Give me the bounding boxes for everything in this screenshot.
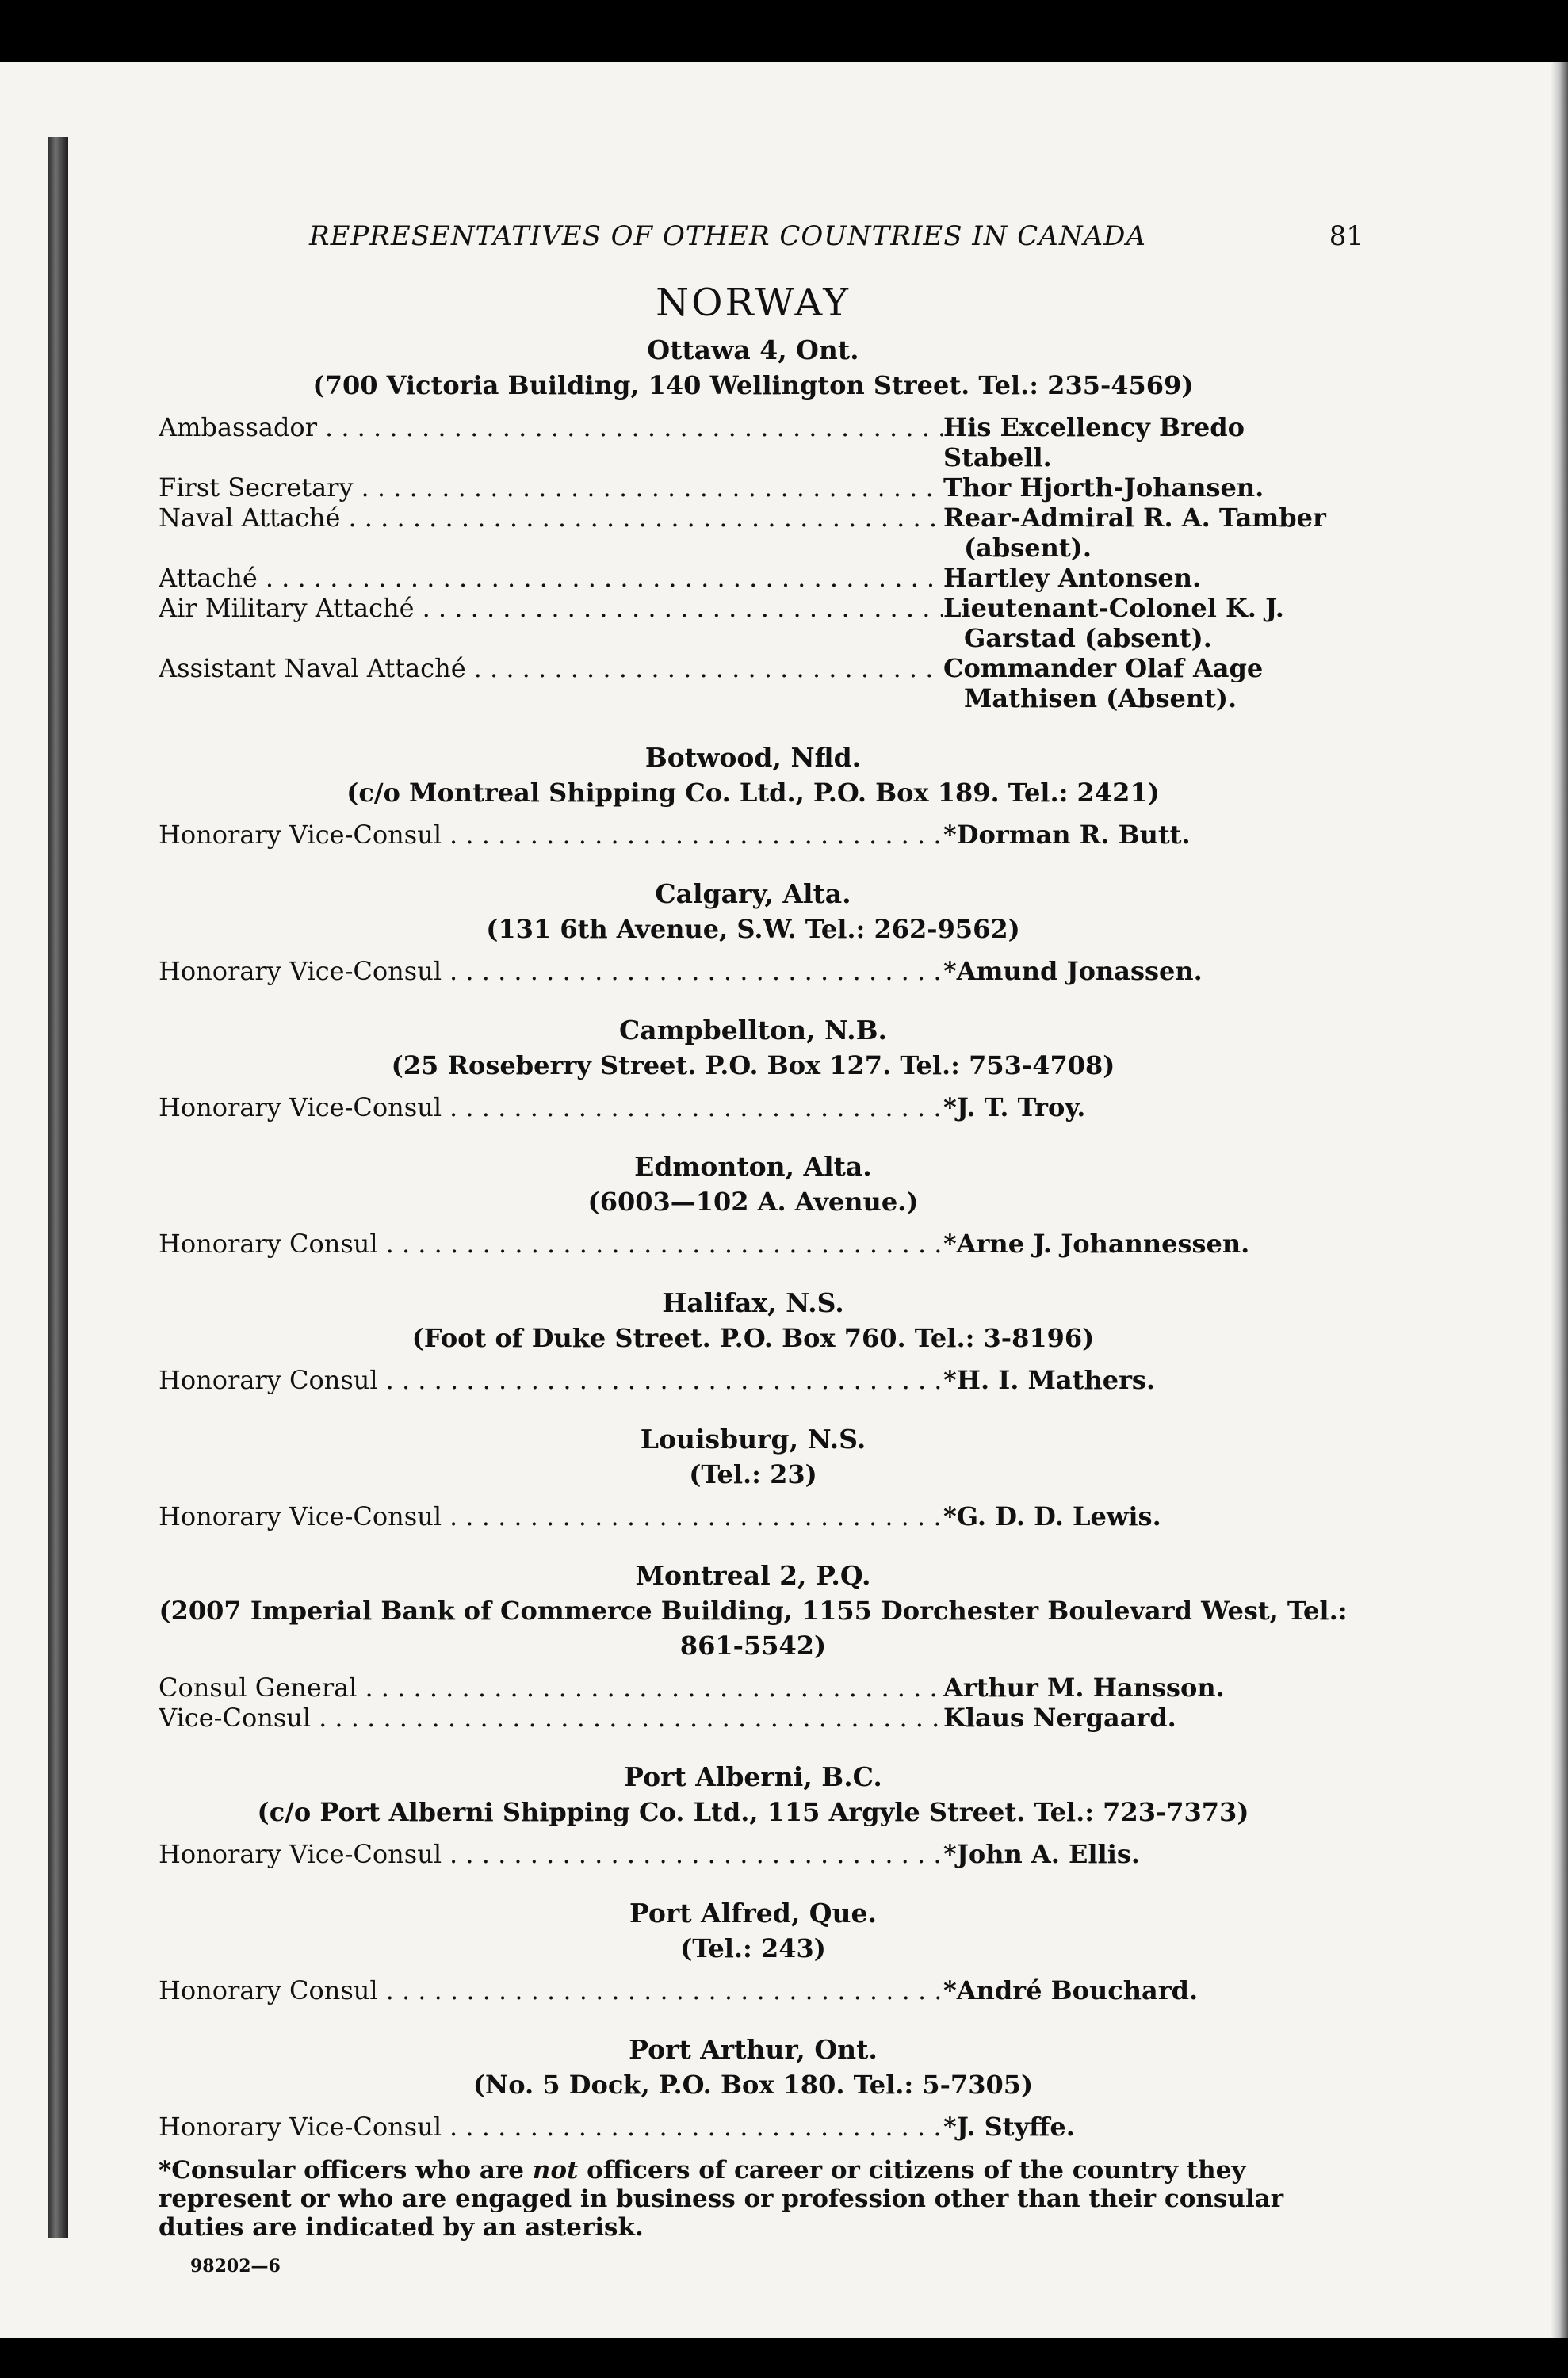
entry-name [943, 1229, 1348, 1259]
entry-title-label: Honorary Vice-Consul [159, 1501, 449, 1531]
entry-title-label: Assistant Naval Attaché [159, 653, 474, 683]
entry-row [159, 956, 1348, 986]
entry-title [159, 1673, 943, 1703]
entry-title-label: Honorary Vice-Consul [159, 1839, 449, 1869]
city-heading: Campbellton, N.B. [619, 1015, 887, 1046]
entry-row [159, 1501, 1348, 1531]
city-heading: Edmonton, Alta. [634, 1151, 872, 1182]
entry-row [159, 2112, 1348, 2142]
city-heading: Ottawa 4, Ont. [647, 335, 859, 365]
entry-name [943, 472, 1348, 503]
entry-title-label: Consul General [159, 1673, 365, 1703]
entry-name [943, 820, 1348, 850]
entry-name-continuation: Mathisen (Absent). [964, 683, 1237, 713]
entry-title-label: Honorary Vice-Consul [159, 820, 449, 850]
entry-row [159, 1703, 1348, 1733]
entry-title [159, 1839, 943, 1869]
entry-title-label: Naval Attaché [159, 503, 348, 533]
entry-name-line: *John A. Ellis. [943, 1839, 1141, 1869]
entry-name-line: Lieutenant-Colonel K. J. [943, 593, 1284, 623]
entry-name [943, 1673, 1348, 1703]
entry-title-label: Honorary Consul [159, 1975, 386, 2005]
city-heading: Port Alberni, B.C. [624, 1761, 882, 1792]
entry-name-line: *Arne J. Johannessen. [943, 1229, 1250, 1259]
footnote-text-end: officers of career or citizens of the country they represent or who are engaged in business or profession other than their consular duties are indicated by an asterisk. [159, 2156, 1284, 2242]
entry-row [159, 503, 1348, 563]
entry-name [943, 412, 1348, 472]
entry-name-line: *J. Styffe. [943, 2112, 1075, 2142]
city-address: (Tel.: 243) [680, 1933, 826, 1963]
entry-title-label: Honorary Vice-Consul [159, 2112, 449, 2142]
entry-name-continuation: (absent). [964, 533, 1092, 563]
entry-title [159, 956, 943, 986]
entry-name [943, 1092, 1348, 1122]
entry-title [159, 412, 943, 442]
footnote-text-start: *Consular officers who are [159, 2156, 533, 2185]
entry-name-line: Arthur M. Hansson. [943, 1673, 1225, 1703]
entry-title-label: Vice-Consul [159, 1703, 319, 1733]
city-heading: Port Arthur, Ont. [629, 2034, 878, 2065]
entry-row [159, 1365, 1348, 1395]
binding-edge [48, 137, 68, 2238]
document-page [0, 62, 1568, 2338]
city-heading: Halifax, N.S. [662, 1287, 844, 1318]
entry-title [159, 472, 943, 503]
entry-name [943, 1365, 1348, 1395]
city-address: (131 6th Avenue, S.W. Tel.: 262-9562) [486, 914, 1020, 944]
entry-row [159, 412, 1348, 472]
entry-title [159, 1501, 943, 1531]
city-address: (2007 Imperial Bank of Commerce Building, 1155 Dorchester Boulevard West, Tel.: 861-5542) [159, 1596, 1348, 1661]
print-code: 98202—6 [190, 2256, 281, 2277]
entry-title-label: Attaché [159, 563, 266, 593]
entry-title [159, 2112, 943, 2142]
entry-title [159, 653, 943, 683]
entry-name-line: *J. T. Troy. [943, 1092, 1086, 1122]
city-address: (6003—102 A. Avenue.) [587, 1187, 919, 1217]
entry-name-line: *G. D. D. Lewis. [943, 1501, 1161, 1531]
entry-row [159, 820, 1348, 850]
entry-name-line: *Amund Jonassen. [943, 956, 1203, 986]
entry-name [943, 503, 1348, 563]
entry-name-line: Rear-Admiral R. A. Tamber [943, 503, 1326, 533]
entry-title [159, 1975, 943, 2005]
entry-title [159, 1229, 943, 1259]
entry-name-line: Klaus Nergaard. [943, 1703, 1176, 1733]
entry-title [159, 820, 943, 850]
consular-listing [159, 333, 1348, 2142]
entry-name-continuation: Garstad (absent). [964, 623, 1212, 653]
city-heading: Botwood, Nfld. [644, 742, 862, 773]
entry-name [943, 653, 1348, 713]
city-heading: Port Alfred, Que. [629, 1898, 878, 1929]
city-address: (700 Victoria Building, 140 Wellington Street. Tel.: 235-4569) [312, 370, 1194, 400]
entry-title [159, 1365, 943, 1395]
entry-row [159, 1673, 1348, 1703]
entry-title-label: Honorary Consul [159, 1365, 386, 1395]
page-header [159, 220, 1363, 268]
entry-name-line: Commander Olaf Aage [943, 653, 1264, 683]
entry-name-line: *H. I. Mathers. [943, 1365, 1156, 1395]
entry-name [943, 1501, 1348, 1531]
entry-title-label: First Secretary [159, 472, 361, 503]
entry-title-label: Honorary Vice-Consul [159, 1092, 449, 1122]
city-address: (Tel.: 23) [689, 1459, 817, 1489]
entry-name [943, 1703, 1348, 1733]
page-edge [1551, 62, 1568, 2338]
entry-name-line: Hartley Antonsen. [943, 563, 1202, 593]
entry-row [159, 1975, 1348, 2005]
city-heading: Calgary, Alta. [655, 878, 851, 909]
country-heading: NORWAY [656, 281, 851, 325]
entry-row [159, 593, 1348, 653]
entry-row [159, 653, 1348, 713]
running-title: REPRESENTATIVES OF OTHER COUNTRIES IN CANADA [309, 220, 1146, 252]
entry-title-label: Honorary Consul [159, 1229, 386, 1259]
footnote [159, 2156, 1348, 2242]
entry-row [159, 563, 1348, 593]
entry-title-label: Ambassador [159, 412, 325, 442]
entry-name [943, 593, 1348, 653]
entry-row [159, 1229, 1348, 1259]
entry-name-line: *André Bouchard. [943, 1975, 1199, 2005]
entry-name-line: His Excellency Bredo Stabell. [943, 412, 1245, 472]
city-heading: Louisburg, N.S. [640, 1424, 866, 1455]
city-address: (Foot of Duke Street. P.O. Box 760. Tel.: 3-8196) [411, 1323, 1095, 1353]
city-address: (25 Roseberry Street. P.O. Box 127. Tel.: 753-4708) [391, 1050, 1115, 1080]
entry-name [943, 1839, 1348, 1869]
page-content [159, 220, 1363, 2277]
entry-name [943, 2112, 1348, 2142]
entry-name-line: *Dorman R. Butt. [943, 820, 1191, 850]
entry-title [159, 1703, 943, 1733]
entry-name [943, 956, 1348, 986]
entry-row [159, 472, 1348, 503]
footnote-emphasis: not [532, 2156, 579, 2185]
city-address: (c/o Montreal Shipping Co. Ltd., P.O. Box 189. Tel.: 2421) [346, 778, 1160, 808]
entry-row [159, 1839, 1348, 1869]
city-heading: Montreal 2, P.Q. [635, 1560, 871, 1591]
entry-title [159, 563, 943, 593]
city-address: (c/o Port Alberni Shipping Co. Ltd., 115 Argyle Street. Tel.: 723-7373) [257, 1797, 1249, 1827]
entry-title [159, 1092, 943, 1122]
entry-title-label: Air Military Attaché [159, 593, 423, 623]
entry-name [943, 1975, 1348, 2005]
city-address: (No. 5 Dock, P.O. Box 180. Tel.: 5-7305) [472, 2070, 1034, 2100]
entry-name-line: Thor Hjorth-Johansen. [943, 472, 1264, 503]
entry-row [159, 1092, 1348, 1122]
page-number: 81 [1329, 220, 1363, 252]
entry-title [159, 503, 943, 533]
entry-name [943, 563, 1348, 593]
entry-title-label: Honorary Vice-Consul [159, 956, 449, 986]
entry-title [159, 593, 943, 623]
